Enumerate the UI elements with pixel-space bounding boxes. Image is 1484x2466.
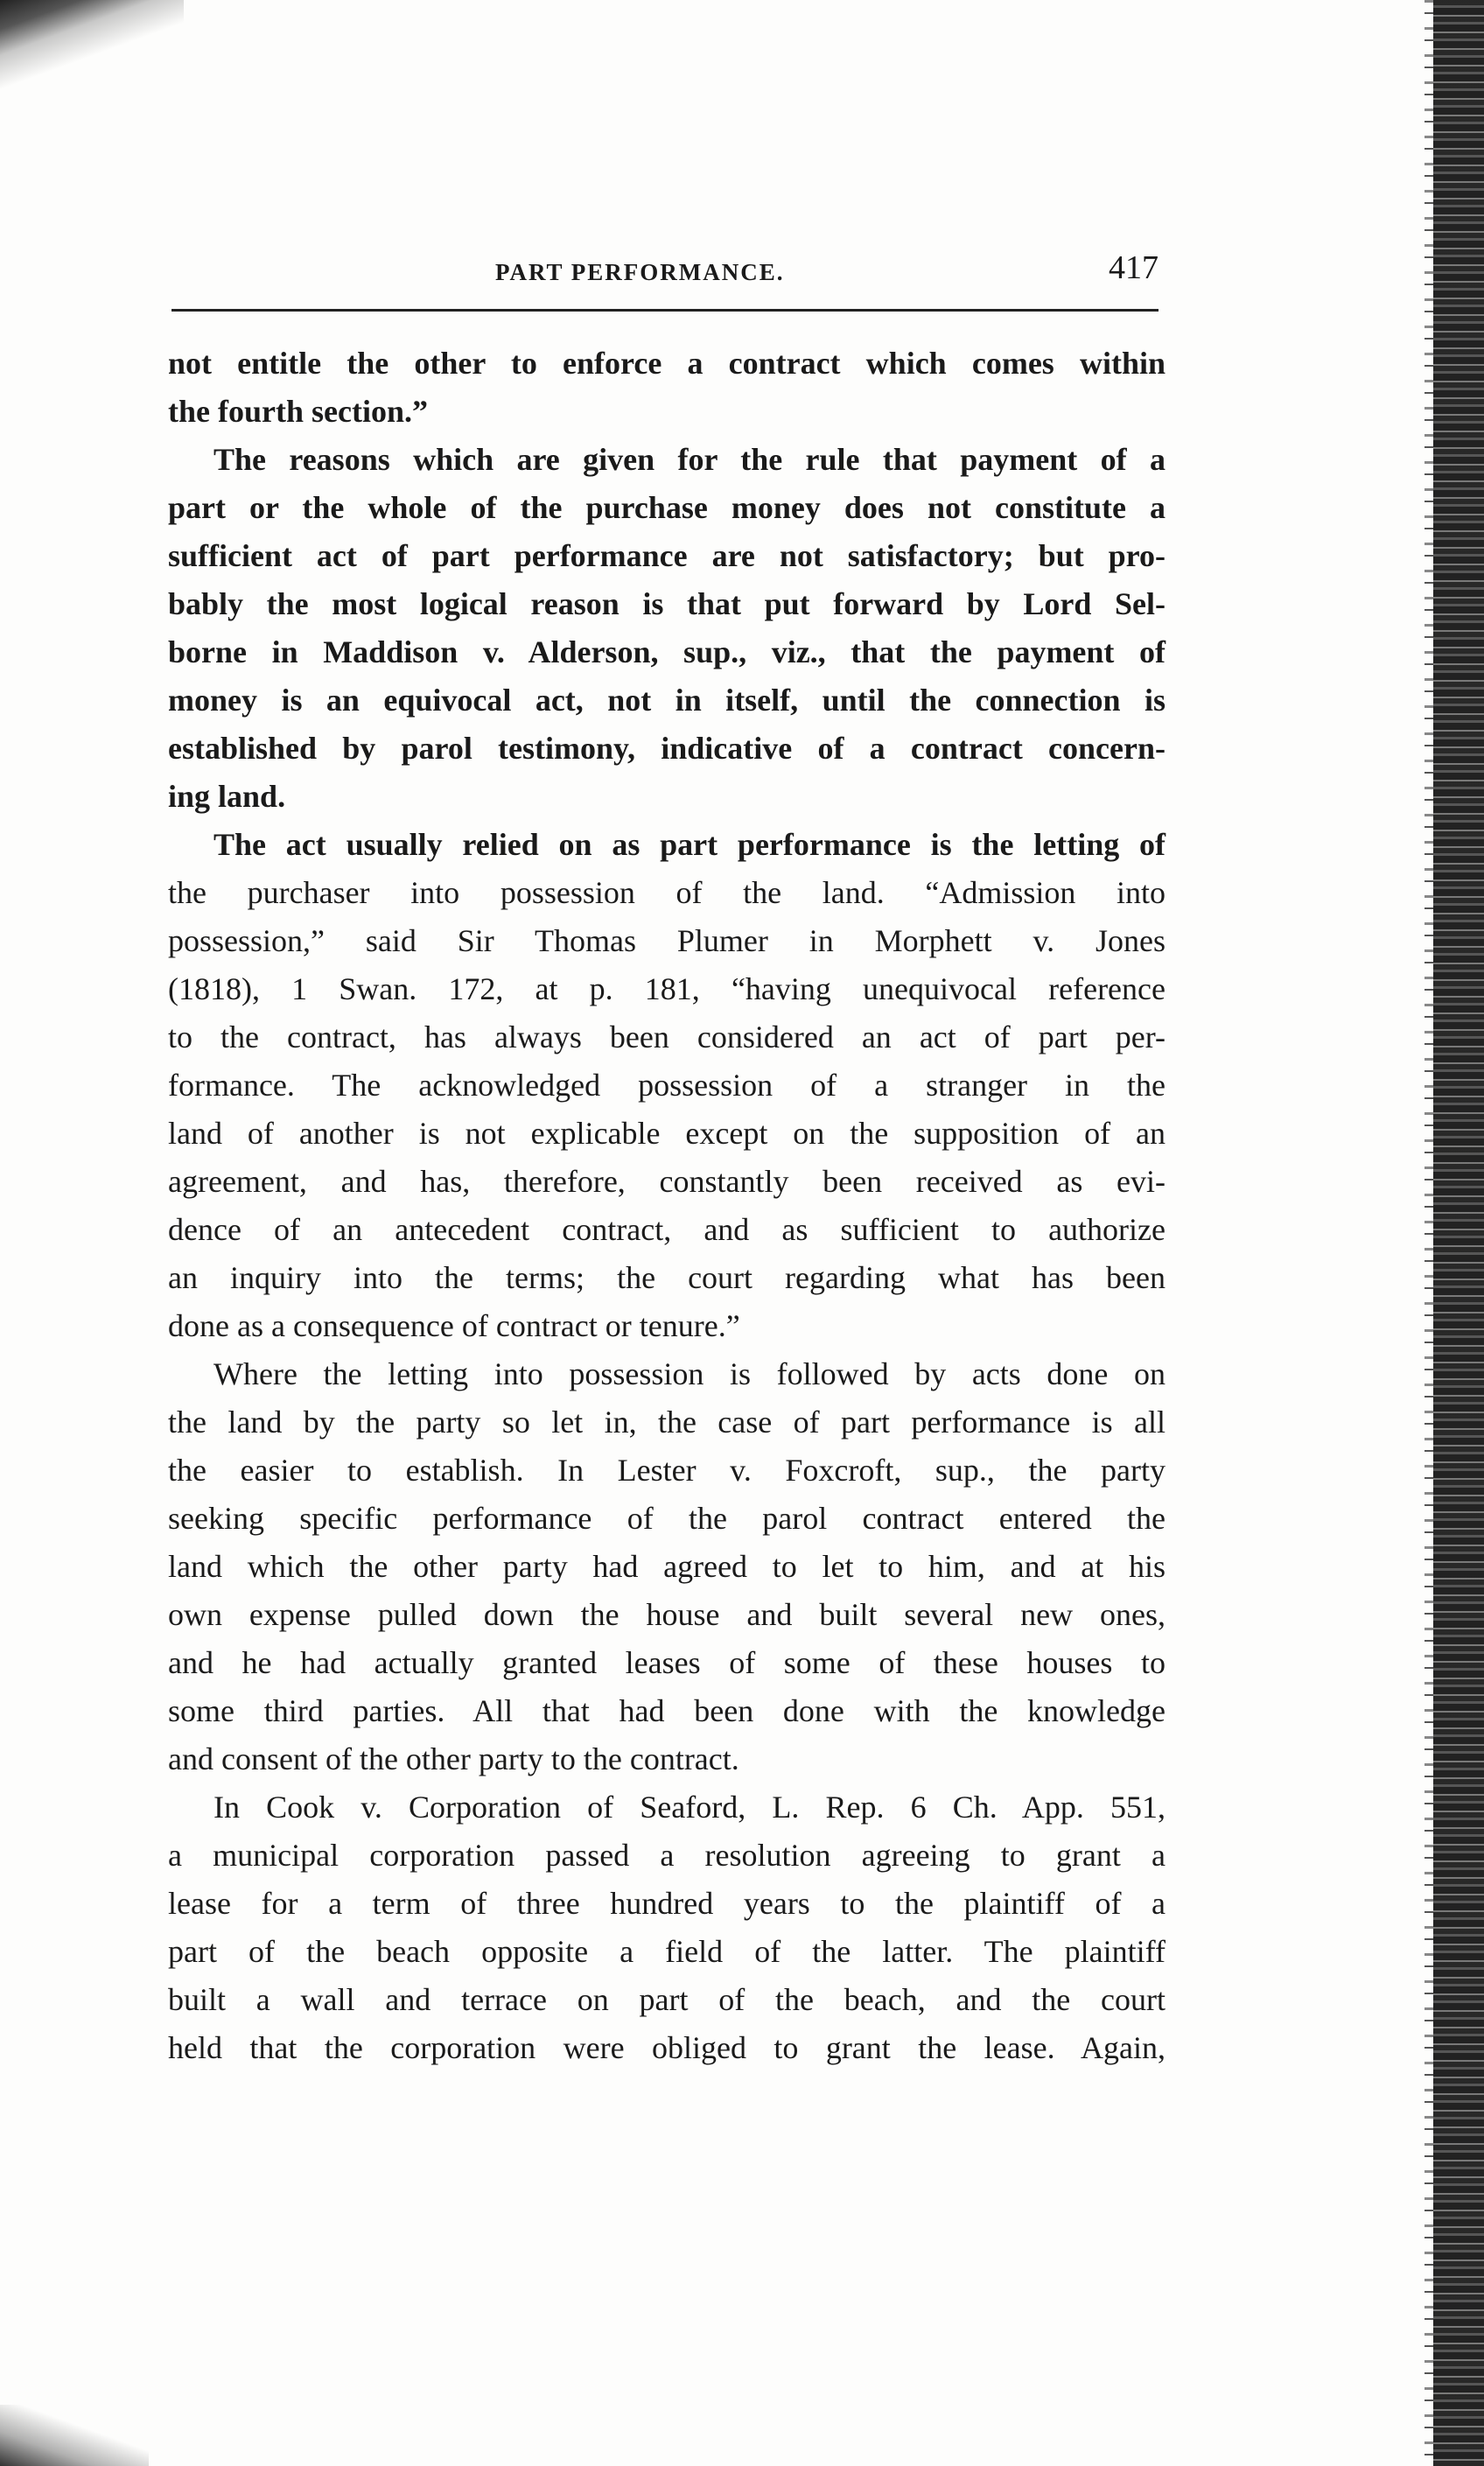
scan-edge-inner [1424, 0, 1433, 2466]
page-header [172, 249, 1158, 301]
text-line: an inquiry into the terms; the court regarding what has been [168, 1260, 1166, 1295]
text-line: Where the letting into possession is followed by acts done on [214, 1356, 1166, 1391]
text-line: built a wall and terrace on part of the beach, and the court [168, 1982, 1166, 2017]
text-line: agreement, and has, therefore, constantly been received as evi- [168, 1164, 1166, 1199]
text-line: lease for a term of three hundred years to the plaintiff of a [168, 1886, 1166, 1921]
text-line: formance. The acknowledged possession of a stranger in the [168, 1068, 1166, 1103]
text-line: done as a consequence of contract or tenure.” [168, 1308, 740, 1343]
text-line: the purchaser into possession of the land. “Admission into [168, 875, 1166, 910]
text-line: part of the beach opposite a field of the latter. The plaintiff [168, 1934, 1166, 1969]
text-line: a municipal corporation passed a resolution agreeing to grant a [168, 1838, 1166, 1873]
scan-edge-right [1433, 0, 1484, 2466]
text-line: and he had actually granted leases of some of these houses to [168, 1645, 1166, 1680]
header-rule [172, 309, 1158, 312]
text-line: the easier to establish. In Lester v. Foxcroft, sup., the party [168, 1453, 1166, 1488]
text-line: money is an equivocal act, not in itself, until the connection is [168, 683, 1166, 718]
text-line: some third parties. All that had been done with the knowledge [168, 1693, 1166, 1728]
text-line: land of another is not explicable except on the supposition of an [168, 1116, 1166, 1151]
text-line: bably the most logical reason is that put forward by Lord Sel- [168, 586, 1166, 621]
scan-shadow-top-left [0, 0, 184, 96]
text-line: the fourth section.” [168, 394, 428, 429]
page-number: 417 [1109, 249, 1158, 286]
scan-shadow-bottom-left [0, 2405, 149, 2466]
text-line: The act usually relied on as part performance is the letting of [214, 827, 1166, 862]
text-line: possession,” said Sir Thomas Plumer in Morphett v. Jones [168, 923, 1166, 958]
text-line: borne in Maddison v. Alderson, sup., viz., that the payment of [168, 634, 1166, 669]
text-line: and consent of the other party to the contract. [168, 1741, 739, 1776]
text-line: seeking specific performance of the parol contract entered the [168, 1501, 1166, 1536]
running-head: PART PERFORMANCE. [495, 259, 785, 285]
text-line: held that the corporation were obliged to grant the lease. Again, [168, 2030, 1166, 2065]
text-line: land which the other party had agreed to let to him, and at his [168, 1549, 1166, 1584]
text-line: ing land. [168, 779, 286, 814]
text-line: the land by the party so let in, the case of part performance is all [168, 1405, 1166, 1440]
text-line: part or the whole of the purchase money does not constitute a [168, 490, 1166, 525]
text-line: (1818), 1 Swan. 172, at p. 181, “having unequivocal reference [168, 971, 1166, 1006]
text-line: The reasons which are given for the rule that payment of a [214, 442, 1166, 477]
text-line: to the contract, has always been considered an act of part per- [168, 1019, 1166, 1054]
text-line: established by parol testimony, indicative of a contract concern- [168, 731, 1166, 766]
text-line: In Cook v. Corporation of Seaford, L. Rep. 6 Ch. App. 551, [214, 1790, 1166, 1825]
text-line: own expense pulled down the house and built several new ones, [168, 1597, 1166, 1632]
text-line: not entitle the other to enforce a contract which comes within [168, 346, 1166, 381]
text-line: dence of an antecedent contract, and as sufficient to authorize [168, 1212, 1166, 1247]
body-text [168, 340, 1166, 2072]
text-line: sufficient act of part performance are not satisfactory; but pro- [168, 538, 1166, 573]
